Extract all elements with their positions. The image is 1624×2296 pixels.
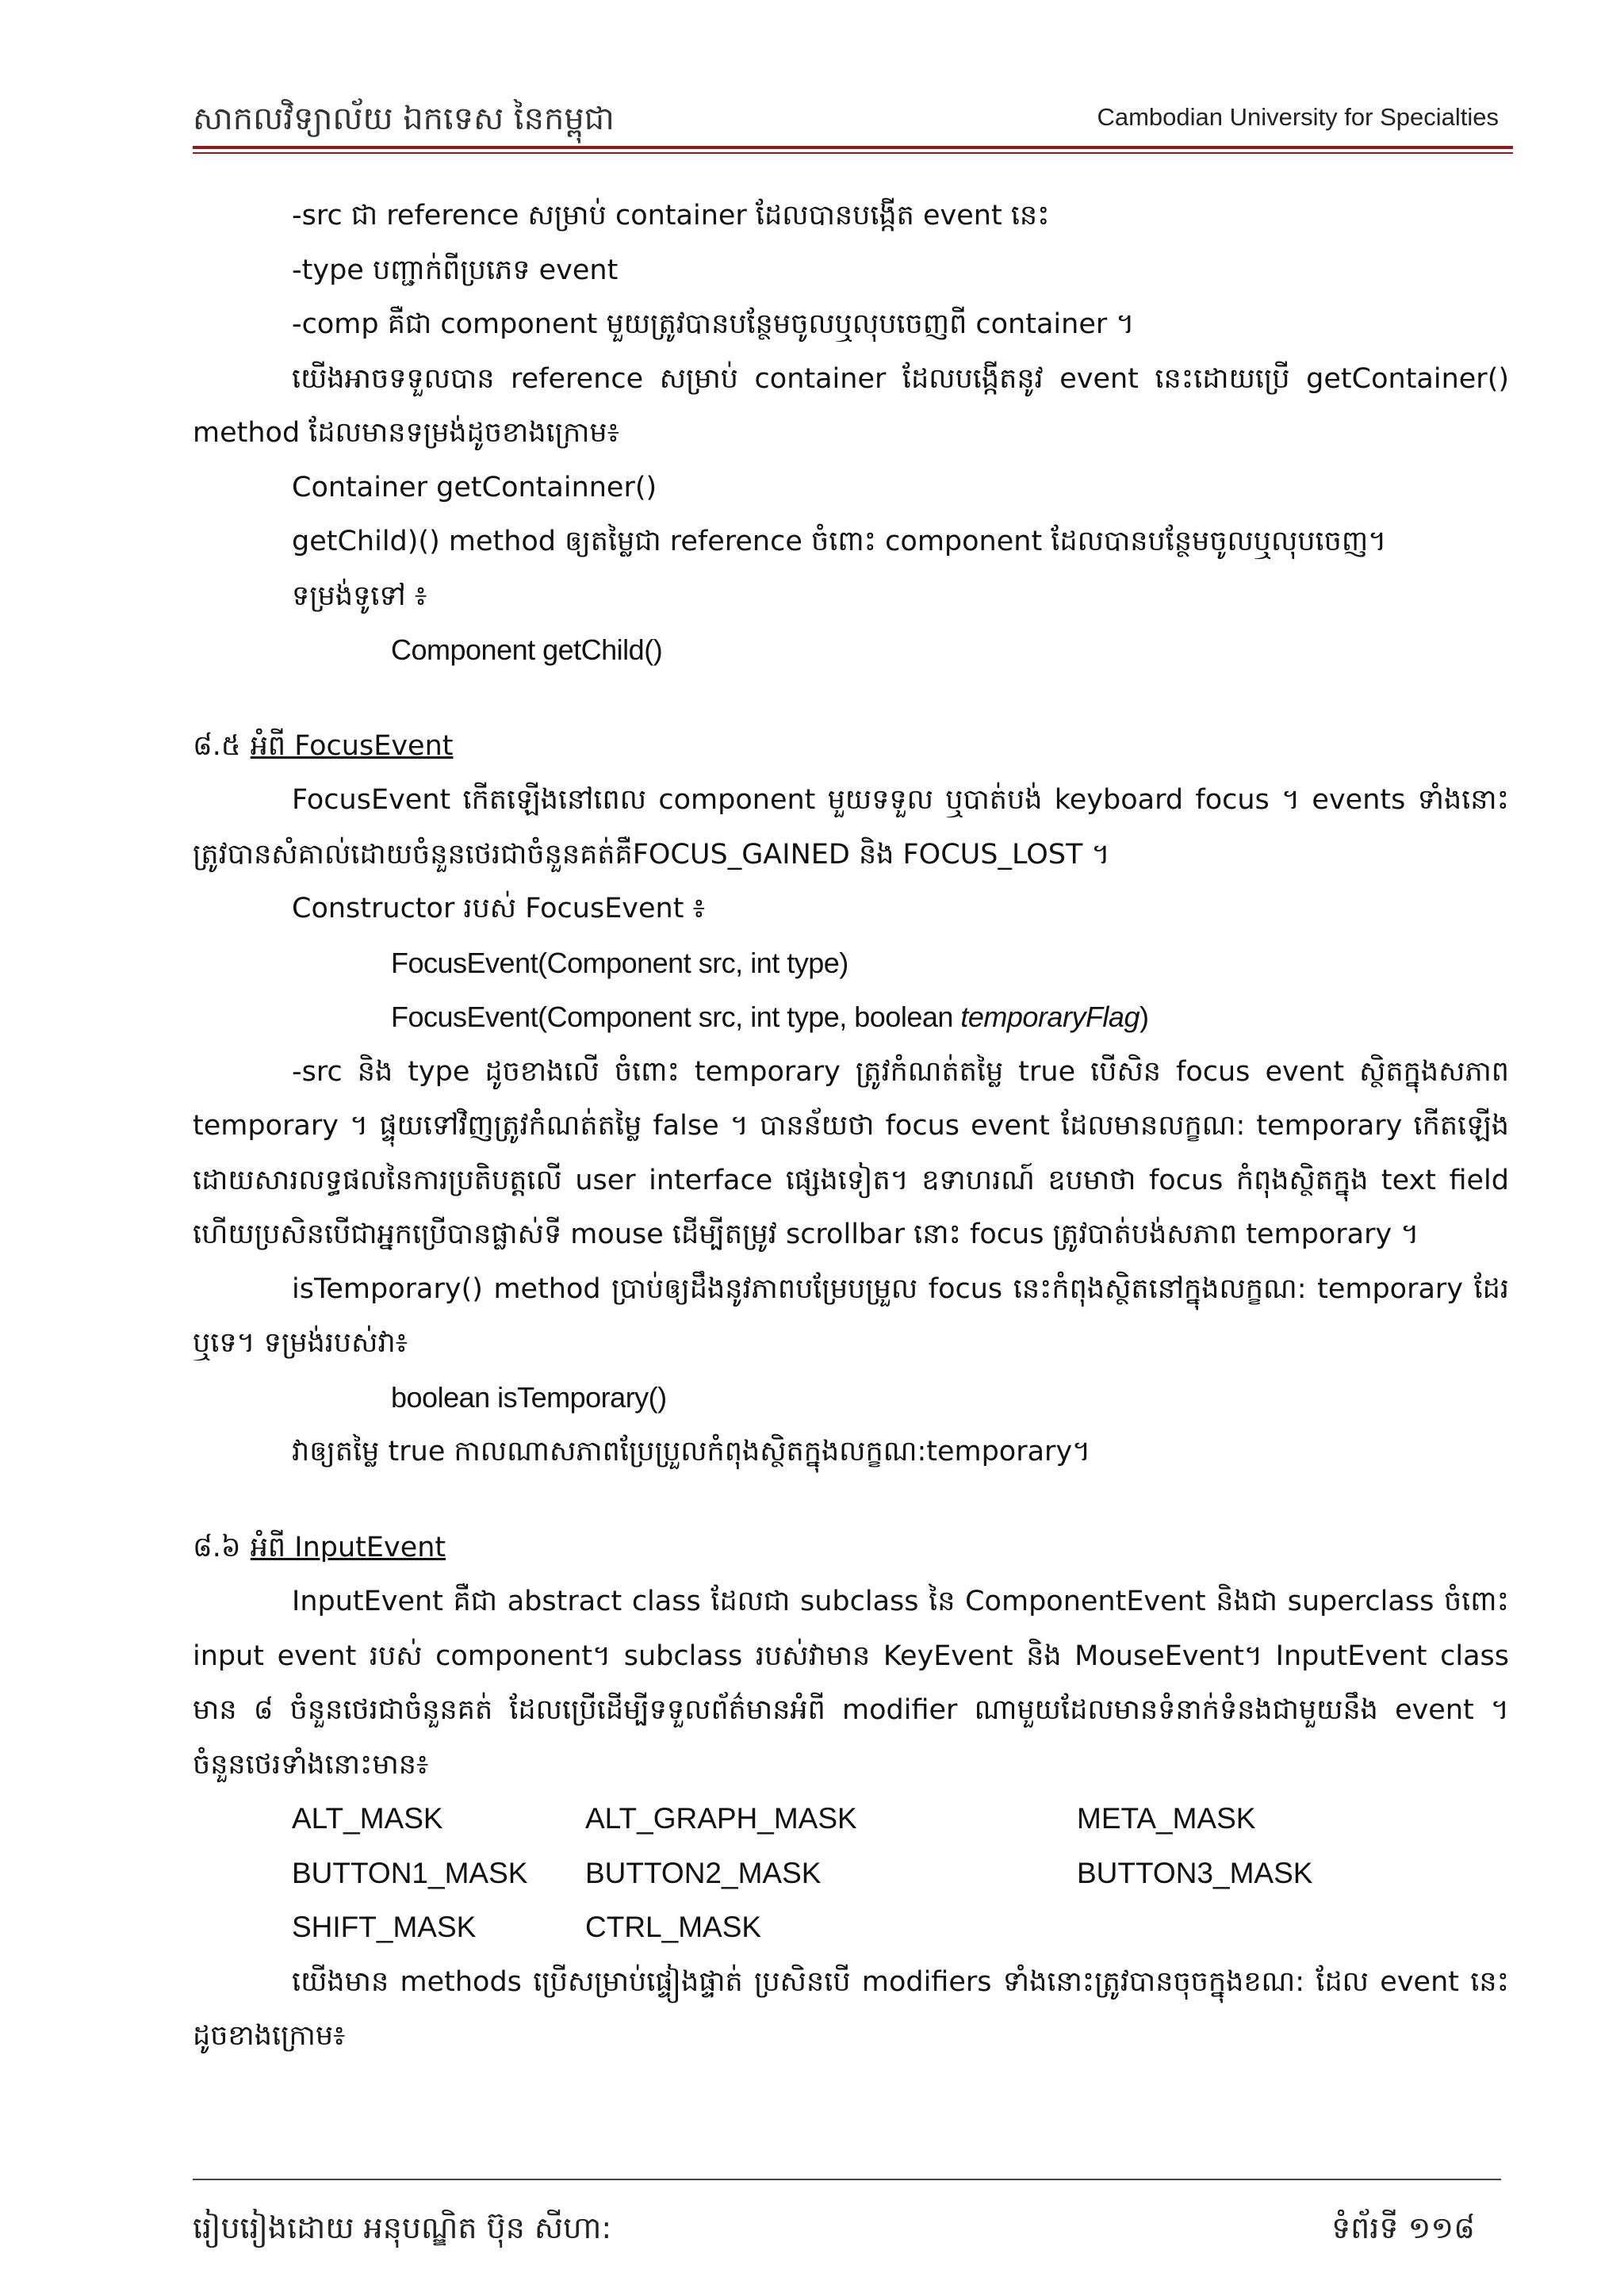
code-getcontainer: Container getContainner() [292, 471, 657, 503]
code-getchild: Component getChild() [391, 633, 663, 666]
section-heading-inputevent [193, 1521, 1509, 1575]
mask-constant: BUTTON3_MASK [1077, 1856, 1313, 1889]
paragraph-getcontainer: យើងអាចទទួលបាន reference សម្រាប់ container ដែលបង្កើតនូវ event នេះដោយប្រើ getContainer() method ដែលមានទម្រង់ដូចខាងក្រោម៖ [193, 362, 1509, 449]
mask-constant: META_MASK [1077, 1802, 1256, 1835]
section-title: អំពី InputEvent [250, 1531, 446, 1563]
code-constructor-2-start: FocusEvent(Component src, int type, boolean [391, 1001, 961, 1033]
footer-author: រៀបរៀងដោយ អនុបណ្ឌិត ប៊ុន សីហា: [193, 2210, 612, 2245]
code-istemporary: boolean isTemporary() [391, 1380, 667, 1414]
code-param-temporaryflag: temporaryFlag [960, 1001, 1139, 1033]
mask-constant: SHIFT_MASK [292, 1911, 477, 1943]
code-constructor-1: FocusEvent(Component src, int type) [391, 946, 848, 979]
page-body [193, 189, 1509, 2064]
header-rule-thin [193, 152, 1513, 154]
mask-constant: CTRL_MASK [585, 1911, 762, 1943]
paragraph-type: -type បញ្ជាក់ពីប្រភេទ event [292, 254, 619, 286]
code-constructor-2 [193, 990, 1509, 1045]
section-number: ៨.៦ [193, 1531, 241, 1563]
paragraph-src: -src ជា reference សម្រាប់ container ដែលបានបង្កើត event នេះ [292, 200, 1050, 232]
paragraph-getchild: getChild)() method ឲ្យតម្លៃជា reference ចំពោះ component ដែលបានបន្ថែមចូលឬលុបចេញ។ [292, 526, 1387, 557]
paragraph-general-form: ទម្រង់ទូទៅ ៖ [292, 580, 427, 612]
header-university-english: Cambodian University for Specialties [1097, 103, 1499, 131]
paragraph-temporary: -src និង type ដូចខាងលើ ចំពោះ temporary ត្រូវកំណត់តម្លៃ true បើសិន focus event ស្ថិតក្នុងសភាព temporary ។ ផ្ទុយទៅវិញត្រូវកំណត់តម្លៃ false ។ បានន័យថា focus event ដែលមានលក្ខណ: temporary កើតឡើងដោយសារលទ្ធផលនៃការប្រតិបត្តលើ user interface ផ្សេងទៀត។ ឧទាហរណ៍ ឧបមាថា focus កំពុងស្ថិតក្នុង text field ហើយប្រសិនបើជាអ្នកប្រើបានផ្លាស់ទី mouse ដើម្បីតម្រូវ scrollbar នោះ focus ត្រូវបាត់បង់សភាព temporary ។ [193, 1055, 1509, 1250]
paragraph-focusevent: FocusEvent កើតឡើងនៅពេល component មួយទទួល ឬបាត់បង់ keyboard focus ។ events ទាំងនោះត្រូវបានសំគាល់ដោយចំនួនថេរជាចំនួនគត់គឺFOCUS_GAINED និង FOCUS_LOST ។ [193, 784, 1509, 871]
footer-rule [193, 2179, 1501, 2180]
mask-constant: ALT_GRAPH_MASK [585, 1802, 857, 1835]
paragraph-comp: -comp គឺជា component មួយត្រូវបានបន្ថែមចូលឬលុបចេញពី container ។ [292, 308, 1135, 340]
paragraph-constructor: Constructor របស់ FocusEvent ៖ [292, 893, 705, 924]
header-university-khmer: សាកលវិទ្យាល័យ ឯកទេស នៃកម្ពុជា [193, 101, 615, 137]
code-constructor-2-end: ) [1139, 1001, 1149, 1033]
section-title: អំពី FocusEvent [250, 729, 454, 762]
mask-constant: ALT_MASK [292, 1802, 443, 1835]
mask-constant [1077, 1900, 1410, 1955]
section-heading-focusevent [193, 719, 1509, 774]
mask-constant: BUTTON1_MASK [292, 1856, 528, 1889]
footer-page-number: ទំព័រទី ១១៨ [1331, 2210, 1475, 2245]
mask-constants-grid [193, 1792, 1509, 1955]
paragraph-inputevent: InputEvent គឺជា abstract class ដែលជា subclass នៃ ComponentEvent និងជា superclass ចំពោះ input event របស់ component។ subclass របស់វាមាន KeyEvent និង MouseEvent។ InputEvent class មាន ៨ ចំនួនថេរជាចំនួនគត់ ដែលប្រើដើម្បីទទួលព័ត៌មានអំពី modifier ណាមួយដែលមានទំនាក់ទំនងជាមួយនឹង event ។ ចំនួនថេរទាំងនោះមាន៖ [193, 1586, 1509, 1781]
paragraph-istemporary: isTemporary() method ប្រាប់ឲ្យដឹងនូវភាពបម្រែបម្រួល focus នេះកំពុងស្ថិតនៅក្នុងលក្ខណ: temporary ដែរ ឬទេ។ ទម្រង់របស់វា៖ [193, 1272, 1509, 1359]
paragraph-modifier-methods: យើងមាន methods ប្រើសម្រាប់ផ្ទៀងផ្ទាត់ ប្រសិនបើ modifiers ទាំងនោះត្រូវបានចុចក្នុងខណ: ដែល event នេះ ដូចខាងក្រោម៖ [193, 1965, 1509, 2052]
paragraph-returns-true: វាឲ្យតម្លៃ true កាលណាសភាពប្រែប្រួលកំពុងស្ថិតក្នុងលក្ខណ:temporary។ [292, 1436, 1091, 1468]
mask-constant: BUTTON2_MASK [585, 1856, 822, 1889]
header-rule [193, 146, 1513, 149]
section-number: ៨.៥ [193, 729, 241, 762]
